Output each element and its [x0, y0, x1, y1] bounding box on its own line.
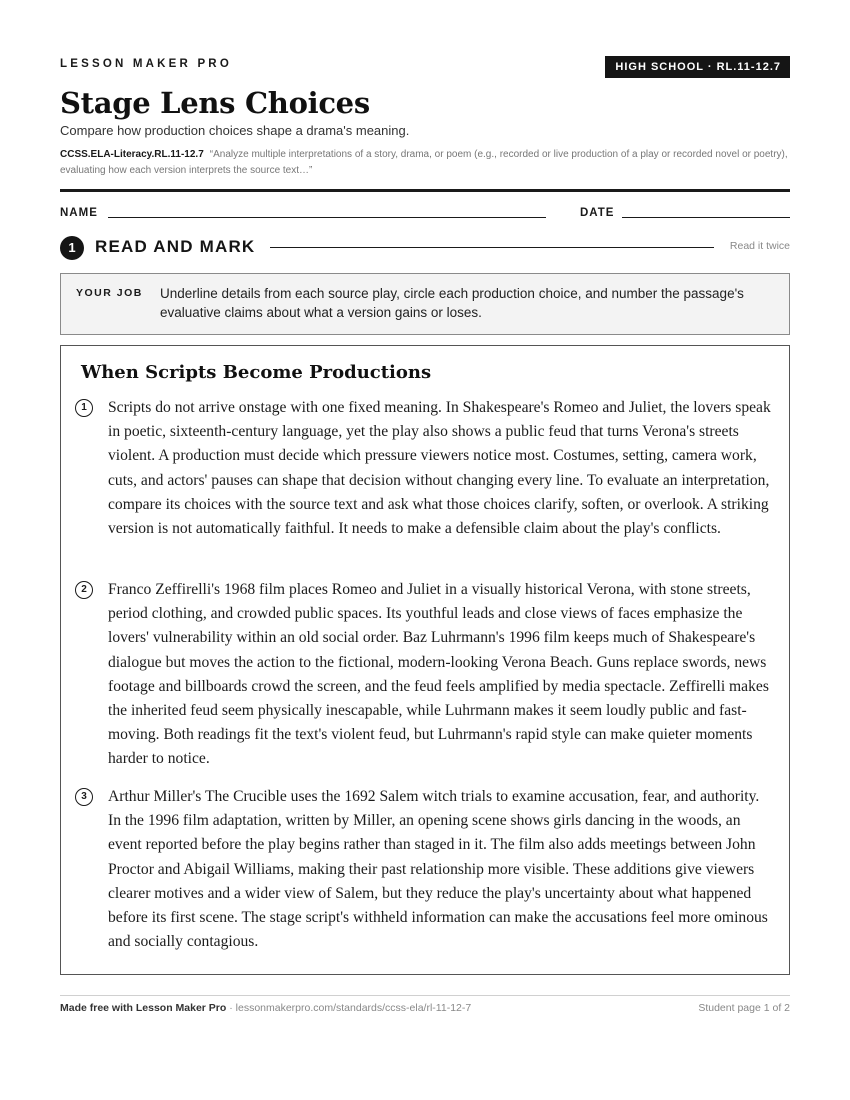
paragraph-number: 2 [75, 581, 93, 599]
section-header [60, 234, 790, 260]
page-title: Stage Lens Choices [60, 86, 370, 120]
page-number: Student page 1 of 2 [698, 1002, 790, 1014]
paragraph-number: 1 [75, 399, 93, 417]
footer-divider [60, 995, 790, 996]
paragraph-text: Franco Zeffirelli's 1968 film places Romeo and Juliet in a visually historical Verona, with stone streets, period clothing, and crowded public spaces. Its youthful leads and close views of faces emphasize the lovers' vulnerability within an old social order. Baz Luhrmann's 1996 film keeps much of Shakespeare's dialogue but moves the action to the fictional, modern-looking Verona Beach. Guns replace swords, news footage and billboards crowd the screen, and the feud feels amplified by media spectacle. Zeffirelli makes the inherited feud seem physically inescapable, while Luhrmann makes it seem loudly public and fast-moving. Both readings fit the text's violent feud, but Luhrmann's rapid style can make quieter moments harder to notice. [108, 581, 769, 768]
page-subtitle: Compare how production choices shape a drama's meaning. [60, 123, 410, 138]
paragraph-number: 3 [75, 788, 93, 806]
date-label: DATE [580, 207, 615, 219]
name-field[interactable] [108, 217, 546, 218]
paragraph-text: Arthur Miller's The Crucible uses the 1692 Salem witch trials to examine accusation, fear, and authority. In the 1996 film adaptation, written by Miller, an opening scene shows girls dancing in the woods, an event reported before the play begins rather than staged in it. The film also adds meetings between John Proctor and Abigail Williams, making their past relationship more visible. These additions give viewers clearer motives and a wider view of Salem, but they reduce the play's uncertainty about what happened before its first scene. The stage script's withheld information can make the accusations feel more ominous and socially contagious. [108, 788, 768, 951]
standard-code: CCSS.ELA-Literacy.RL.11-12.7 [60, 149, 204, 160]
section-title: READ AND MARK [95, 237, 256, 256]
section-number-badge: 1 [60, 236, 84, 260]
footer-credit: Made free with Lesson Maker Pro [60, 1002, 227, 1014]
instructions-label: YOUR JOB [76, 287, 143, 299]
standard-text: “Analyze multiple interpretations of a story, drama, or poem (e.g., recorded or live production of a play or recorded novel or poetry), evaluating how each version interprets the source text…” [60, 149, 788, 176]
top-bar [60, 56, 790, 78]
footer-url[interactable]: · lessonmakerpro.com/standards/ccss-ela/rl-11-12-7 [229, 1002, 472, 1014]
section-hint: Read it twice [729, 240, 790, 252]
header-divider [60, 189, 790, 192]
student-fields [60, 205, 790, 221]
name-label: NAME [60, 207, 98, 219]
page-footer [60, 1002, 790, 1014]
section-divider [270, 247, 714, 248]
instructions-box [60, 273, 790, 335]
instructions-text: Underline details from each source play, circle each production choice, and number the passage's evaluative claims about what a version gains or loses. [160, 286, 744, 320]
reading-passage [60, 345, 790, 975]
date-field[interactable] [622, 217, 790, 218]
paragraph-text: Scripts do not arrive onstage with one fixed meaning. In Shakespeare's Romeo and Juliet, the lovers speak in poetic, sixteenth-century language, yet the play also shows a public feud that turns Verona's streets violent. A production must decide which pressure viewers notice most. Costumes, setting, camera work, cuts, and actors' pauses can shape that decision without changing every line. To evaluate an interpretation, compare its choices with the source text and ask what those choices clarify, soften, or overlook. A striking version is not automatically faithful. It needs to make a defensible claim about the play's conflicts. [108, 399, 771, 538]
standard-citation [60, 147, 790, 178]
brand-name: LESSON MAKER PRO [60, 58, 232, 70]
passage-title: When Scripts Become Productions [81, 362, 432, 383]
level-badge: HIGH SCHOOL · RL.11-12.7 [605, 56, 790, 78]
